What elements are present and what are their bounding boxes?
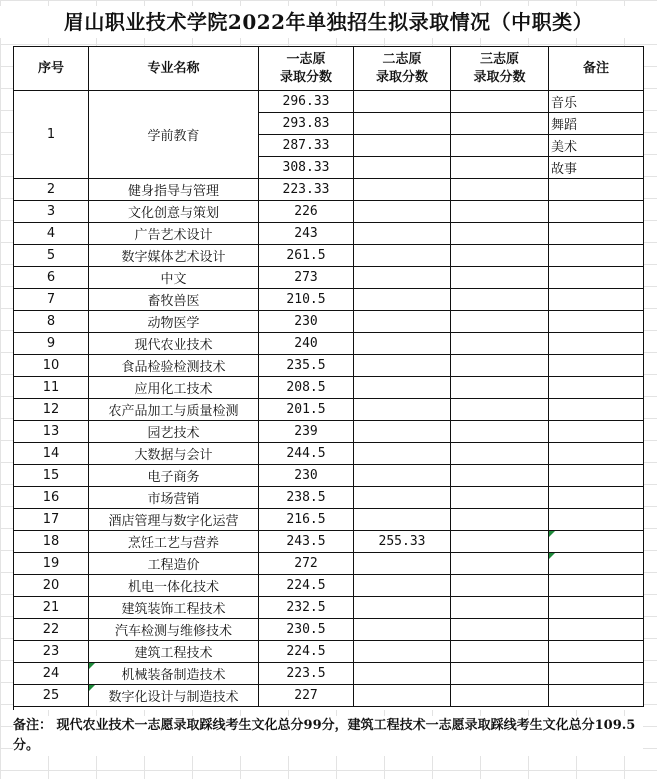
error-indicator-icon xyxy=(89,685,95,691)
row-second-score[interactable] xyxy=(354,487,451,509)
row-seq[interactable]: 24 xyxy=(14,663,89,685)
row-major[interactable]: 建筑工程技术 xyxy=(89,641,259,663)
row-third-score[interactable] xyxy=(451,91,549,113)
row-second-score[interactable] xyxy=(354,267,451,289)
row-first-score[interactable]: 272 xyxy=(259,553,354,575)
row-second-score[interactable] xyxy=(354,575,451,597)
row-major[interactable]: 电子商务 xyxy=(89,465,259,487)
row-seq[interactable]: 21 xyxy=(14,597,89,619)
row-third-score[interactable] xyxy=(451,245,549,267)
row-third-score[interactable] xyxy=(451,421,549,443)
row-major[interactable]: 健身指导与管理 xyxy=(89,179,259,201)
row-first-score[interactable]: 230 xyxy=(259,311,354,333)
row-first-score[interactable]: 293.83 xyxy=(259,113,354,135)
row-remark[interactable] xyxy=(549,663,644,685)
row-seq[interactable]: 16 xyxy=(14,487,89,509)
row-third-score[interactable] xyxy=(451,311,549,333)
row-seq[interactable]: 18 xyxy=(14,531,89,553)
row-first-score[interactable]: 223.33 xyxy=(259,179,354,201)
row-remark[interactable] xyxy=(549,487,644,509)
header-text: 一志原 录取分数 xyxy=(279,51,332,85)
row-third-score[interactable] xyxy=(451,157,549,179)
row-first-score[interactable]: 308.33 xyxy=(259,157,354,179)
row-first-score[interactable]: 240 xyxy=(259,333,354,355)
row-remark[interactable] xyxy=(549,289,644,311)
sheet-title: 眉山职业技术学院2022年单独招生拟录取情况（中职类） xyxy=(0,6,657,38)
row-third-score[interactable] xyxy=(451,399,549,421)
row-second-score[interactable] xyxy=(354,509,451,531)
row-remark[interactable] xyxy=(549,575,644,597)
row-major[interactable]: 广告艺术设计 xyxy=(89,223,259,245)
row-remark[interactable] xyxy=(549,223,644,245)
row-first-score[interactable]: 244.5 xyxy=(259,443,354,465)
row-first-score[interactable]: 230.5 xyxy=(259,619,354,641)
row-first-score[interactable]: 239 xyxy=(259,421,354,443)
row-seq[interactable]: 6 xyxy=(14,267,89,289)
row-first-score[interactable]: 261.5 xyxy=(259,245,354,267)
row-seq[interactable]: 3 xyxy=(14,201,89,223)
row-third-score[interactable] xyxy=(451,619,549,641)
row-second-score[interactable] xyxy=(354,553,451,575)
row-third-score[interactable] xyxy=(451,443,549,465)
row-major[interactable]: 机械装备制造技术 xyxy=(89,663,259,685)
row-remark[interactable] xyxy=(549,553,644,575)
row-major[interactable]: 大数据与会计 xyxy=(89,443,259,465)
row-second-score[interactable] xyxy=(354,597,451,619)
row-seq[interactable]: 22 xyxy=(14,619,89,641)
row-second-score[interactable] xyxy=(354,201,451,223)
row-major[interactable]: 农产品加工与质量检测 xyxy=(89,399,259,421)
header-second-choice[interactable] xyxy=(354,47,451,91)
row-third-score[interactable] xyxy=(451,267,549,289)
row-third-score[interactable] xyxy=(451,509,549,531)
row-third-score[interactable] xyxy=(451,377,549,399)
row-second-score[interactable] xyxy=(354,377,451,399)
row-first-score[interactable]: 243 xyxy=(259,223,354,245)
error-indicator-icon xyxy=(549,531,555,537)
row-remark[interactable] xyxy=(549,311,644,333)
row-second-score[interactable] xyxy=(354,685,451,707)
row-second-score[interactable] xyxy=(354,333,451,355)
row-seq[interactable]: 4 xyxy=(14,223,89,245)
header-major[interactable]: 专业名称 xyxy=(89,47,259,91)
row-third-score[interactable] xyxy=(451,289,549,311)
row-first-score[interactable]: 210.5 xyxy=(259,289,354,311)
row-seq[interactable]: 13 xyxy=(14,421,89,443)
row-remark[interactable] xyxy=(549,179,644,201)
row-first-score[interactable]: 226 xyxy=(259,201,354,223)
row-first-score[interactable]: 227 xyxy=(259,685,354,707)
row-first-score[interactable]: 230 xyxy=(259,465,354,487)
row-second-score[interactable] xyxy=(354,443,451,465)
row-second-score[interactable] xyxy=(354,311,451,333)
row-major[interactable]: 数字媒体艺术设计 xyxy=(89,245,259,267)
row-remark[interactable] xyxy=(549,201,644,223)
row-first-score[interactable]: 224.5 xyxy=(259,641,354,663)
header-remark[interactable]: 备注 xyxy=(549,47,644,91)
row-second-score[interactable] xyxy=(354,135,451,157)
row-remark[interactable] xyxy=(549,685,644,707)
row-second-score[interactable] xyxy=(354,663,451,685)
row-third-score[interactable] xyxy=(451,597,549,619)
row-seq[interactable]: 19 xyxy=(14,553,89,575)
row-seq[interactable]: 8 xyxy=(14,311,89,333)
row-remark[interactable] xyxy=(549,641,644,663)
row-remark[interactable] xyxy=(549,531,644,553)
row-seq[interactable]: 5 xyxy=(14,245,89,267)
row-remark[interactable] xyxy=(549,443,644,465)
row-remark[interactable] xyxy=(549,421,644,443)
row-seq[interactable]: 1 xyxy=(14,91,89,179)
row-first-score[interactable]: 287.33 xyxy=(259,135,354,157)
row-major[interactable]: 中文 xyxy=(89,267,259,289)
row-remark[interactable] xyxy=(549,509,644,531)
row-remark[interactable]: 故事 xyxy=(549,157,644,179)
row-third-score[interactable] xyxy=(451,487,549,509)
row-seq[interactable]: 10 xyxy=(14,355,89,377)
row-third-score[interactable] xyxy=(451,223,549,245)
row-second-score[interactable] xyxy=(354,91,451,113)
row-remark[interactable]: 美术 xyxy=(549,135,644,157)
header-seq[interactable]: 序号 xyxy=(14,47,89,91)
row-major[interactable]: 数字化设计与制造技术 xyxy=(89,685,259,707)
row-seq[interactable]: 17 xyxy=(14,509,89,531)
header-first-choice[interactable] xyxy=(259,47,354,91)
row-major[interactable]: 文化创意与策划 xyxy=(89,201,259,223)
row-seq[interactable]: 12 xyxy=(14,399,89,421)
footnote: 备注： 现代农业技术一志愿录取踩线考生文化总分99分，建筑工程技术一志愿录取踩线考生文化总分109.5分。 xyxy=(13,716,643,756)
row-remark[interactable] xyxy=(549,245,644,267)
row-second-score[interactable] xyxy=(354,421,451,443)
row-second-score[interactable] xyxy=(354,289,451,311)
row-remark[interactable] xyxy=(549,399,644,421)
header-text: 三志原 录取分数 xyxy=(473,51,526,85)
row-third-score[interactable] xyxy=(451,355,549,377)
row-major[interactable]: 市场营销 xyxy=(89,487,259,509)
row-second-score[interactable]: 255.33 xyxy=(354,531,451,553)
row-third-score[interactable] xyxy=(451,113,549,135)
row-third-score[interactable] xyxy=(451,465,549,487)
row-major[interactable]: 动物医学 xyxy=(89,311,259,333)
row-major[interactable]: 园艺技术 xyxy=(89,421,259,443)
row-first-score[interactable]: 201.5 xyxy=(259,399,354,421)
row-third-score[interactable] xyxy=(451,333,549,355)
row-remark[interactable]: 舞蹈 xyxy=(549,113,644,135)
row-first-score[interactable]: 208.5 xyxy=(259,377,354,399)
row-second-score[interactable] xyxy=(354,245,451,267)
row-seq[interactable]: 15 xyxy=(14,465,89,487)
row-major[interactable]: 食品检验检测技术 xyxy=(89,355,259,377)
error-indicator-icon xyxy=(549,553,555,559)
row-first-score[interactable]: 224.5 xyxy=(259,575,354,597)
row-first-score[interactable]: 232.5 xyxy=(259,597,354,619)
row-remark[interactable] xyxy=(549,597,644,619)
row-major[interactable]: 酒店管理与数字化运营 xyxy=(89,509,259,531)
row-first-score[interactable]: 216.5 xyxy=(259,509,354,531)
row-first-score[interactable]: 273 xyxy=(259,267,354,289)
admission-table xyxy=(13,46,644,710)
row-major[interactable]: 畜牧兽医 xyxy=(89,289,259,311)
header-third-choice[interactable] xyxy=(451,47,549,91)
row-third-score[interactable] xyxy=(451,553,549,575)
error-indicator-icon xyxy=(89,663,95,669)
row-major[interactable]: 汽车检测与维修技术 xyxy=(89,619,259,641)
row-second-score[interactable] xyxy=(354,399,451,421)
row-third-score[interactable] xyxy=(451,575,549,597)
row-seq[interactable]: 23 xyxy=(14,641,89,663)
row-first-score[interactable]: 223.5 xyxy=(259,663,354,685)
row-seq[interactable]: 25 xyxy=(14,685,89,707)
row-remark[interactable] xyxy=(549,465,644,487)
row-first-score[interactable]: 235.5 xyxy=(259,355,354,377)
row-major[interactable]: 机电一体化技术 xyxy=(89,575,259,597)
row-second-score[interactable] xyxy=(354,179,451,201)
row-major[interactable]: 学前教育 xyxy=(89,91,259,179)
row-remark[interactable] xyxy=(549,377,644,399)
row-third-score[interactable] xyxy=(451,663,549,685)
row-seq[interactable]: 7 xyxy=(14,289,89,311)
row-remark[interactable]: 音乐 xyxy=(549,91,644,113)
row-second-score[interactable] xyxy=(354,619,451,641)
row-seq[interactable]: 9 xyxy=(14,333,89,355)
row-third-score[interactable] xyxy=(451,531,549,553)
row-major[interactable]: 烹饪工艺与营养 xyxy=(89,531,259,553)
row-third-score[interactable] xyxy=(451,179,549,201)
row-remark[interactable] xyxy=(549,619,644,641)
row-second-score[interactable] xyxy=(354,641,451,663)
row-first-score[interactable]: 243.5 xyxy=(259,531,354,553)
row-second-score[interactable] xyxy=(354,157,451,179)
row-first-score[interactable]: 296.33 xyxy=(259,91,354,113)
row-remark[interactable] xyxy=(549,267,644,289)
row-first-score[interactable]: 238.5 xyxy=(259,487,354,509)
row-third-score[interactable] xyxy=(451,201,549,223)
row-remark[interactable] xyxy=(549,333,644,355)
row-second-score[interactable] xyxy=(354,113,451,135)
header-text: 二志原 录取分数 xyxy=(375,51,428,85)
row-third-score[interactable] xyxy=(451,135,549,157)
row-remark[interactable] xyxy=(549,355,644,377)
row-second-score[interactable] xyxy=(354,223,451,245)
row-seq[interactable]: 11 xyxy=(14,377,89,399)
row-major[interactable]: 应用化工技术 xyxy=(89,377,259,399)
row-major[interactable]: 建筑装饰工程技术 xyxy=(89,597,259,619)
row-third-score[interactable] xyxy=(451,641,549,663)
row-major[interactable]: 工程造价 xyxy=(89,553,259,575)
row-second-score[interactable] xyxy=(354,355,451,377)
row-second-score[interactable] xyxy=(354,465,451,487)
row-seq[interactable]: 20 xyxy=(14,575,89,597)
row-third-score[interactable] xyxy=(451,685,549,707)
row-seq[interactable]: 2 xyxy=(14,179,89,201)
row-major[interactable]: 现代农业技术 xyxy=(89,333,259,355)
row-seq[interactable]: 14 xyxy=(14,443,89,465)
